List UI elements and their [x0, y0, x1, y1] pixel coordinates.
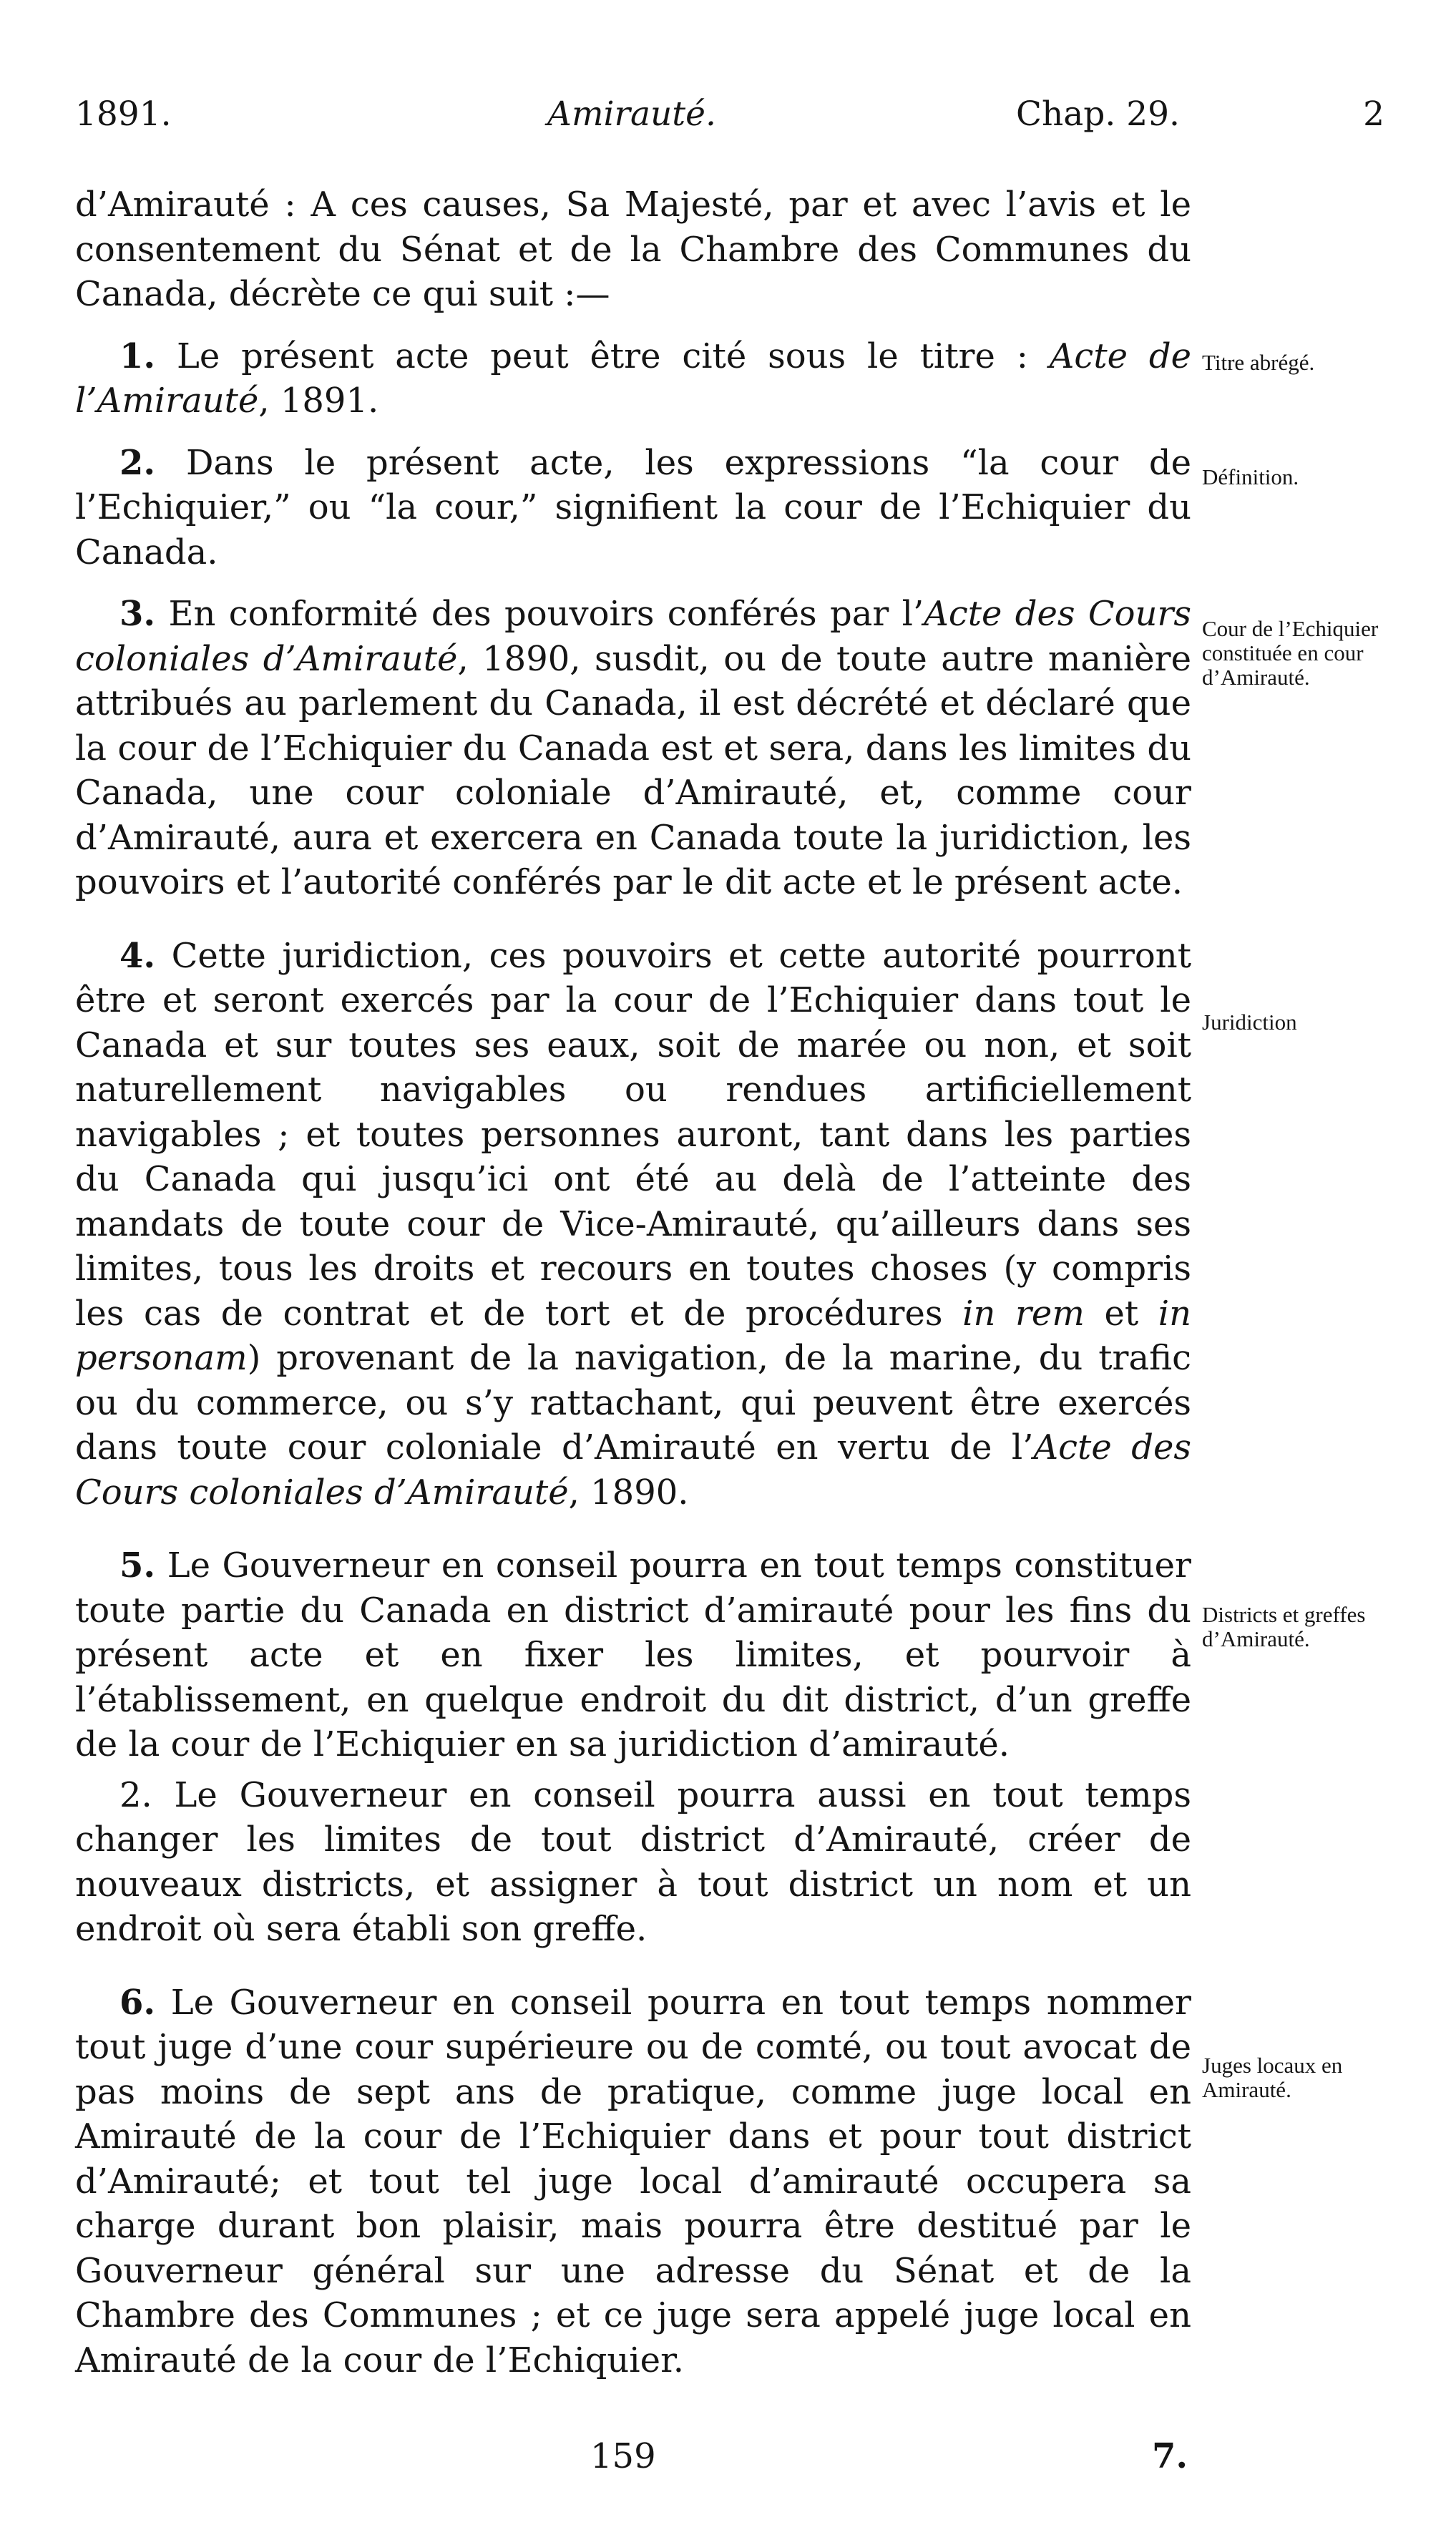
section-number: 4. [119, 935, 156, 976]
margin-note-section-2: Définition. [1202, 464, 1299, 489]
latin-term: in rem [962, 1293, 1085, 1334]
section-number: 6. [119, 1982, 156, 2023]
section-number: 5. [119, 1545, 156, 1586]
section-5 [75, 1543, 1191, 1767]
margin-note-section-4: Juridiction [1202, 1010, 1297, 1035]
margin-note-section-1: Titre abrégé. [1202, 350, 1315, 375]
section-text: Le présent acte peut être cité sous le titre : [176, 336, 1050, 376]
section-text: Dans le présent acte, les expressions “la cour de l’Echiquier,” ou “la cour,” signifient la cour de l’Echiquier du Canada. [75, 442, 1191, 572]
header-chapter: Chap. 29. [1016, 94, 1180, 134]
act-title: Acte des Cours coloniales d’Amirauté [75, 1427, 1191, 1513]
running-header [75, 93, 1384, 143]
section-text: Le Gouverneur en conseil pourra en tout temps nommer tout juge d’une cour supérieure ou de comté, ou tout avocat de pas moins de sept ans de pratique, comme juge local en Amirauté de la cour de l’Echiquier dans et pour tout district d’Amirauté; et tout tel juge local d’amirauté occupera sa charge durant bon plaisir, mais pourra être destitué par le Gouverneur général sur une adresse du Sénat et de la Chambre des Communes ; et ce juge sera appelé juge local en Amirauté de la cour de l’Echiquier. [75, 1982, 1191, 2380]
section-text: Cette juridiction, ces pouvoirs et cette autorité pourront être et seront exercés par la cour de l’Echiquier dans tout le Canada et sur toutes ses eaux, soit de marée ou non, et soit naturellement navigables ou rendues artificiellement navigables ; et toutes personnes auront, tant dans les parties du Canada qui jusqu’ici ont été au delà de l’atteinte des mandats de toute cour de Vice-Amirauté, qu’ailleurs dans ses limites, tous les droits et recours en toutes choses (y compris les cas de contrat et de tort et de procédures [75, 935, 1191, 1334]
section-6 [75, 1980, 1191, 2383]
section-number: 1. [119, 336, 156, 376]
section-text: En conformité des pouvoirs conférés par l’ [168, 594, 924, 634]
section-3 [75, 592, 1191, 905]
main-text [75, 182, 1191, 2400]
section-1 [75, 334, 1191, 424]
header-year: 1891. [75, 94, 172, 134]
catchword: 7. [1152, 2436, 1188, 2476]
section-text: , 1891. [258, 381, 379, 421]
header-page-mark: 2 [1363, 94, 1384, 134]
section-text: et [1084, 1293, 1158, 1334]
section-text: ) provenant de la navigation, de la marine, du trafic ou du commerce, ou s’y rattachant, qui peuvent être exercés dans toute cour coloniale d’Amirauté en vertu de l’ [75, 1338, 1191, 1467]
section-5-subsection-2: 2. Le Gouverneur en conseil pourra aussi en tout temps changer les limites de tout district d’Amirauté, créer de nouveaux districts, et assigner à tout district un nom et un endroit où sera établi son greffe. [75, 1774, 1191, 1949]
page-number: 159 [590, 2436, 656, 2476]
header-title: Amirauté. [547, 94, 716, 134]
section-text: , 1890, susdit, ou de toute autre manière attribués au parlement du Canada, il est décrété et déclaré que la cour de l’Echiquier du Canada est et sera, dans les limites du Canada, une cour coloniale d’Amirauté, et, comme cour d’Amirauté, aura et exercera en Canada toute la juridiction, les pouvoirs et l’autorité conférés par le dit acte et le présent acte. [75, 638, 1192, 902]
section-text: Le Gouverneur en conseil pourra en tout temps constituer toute partie du Canada en district d’amirauté pour les fins du présent acte et en fixer les limites, et pourvoir à l’établissement, en quelque endroit du dit district, d’un greffe de la cour de l’Echiquier en sa juridiction d’amirauté. [75, 1545, 1191, 1764]
section-4 [75, 934, 1191, 1515]
latin-term: in personam [75, 1293, 1192, 1378]
margin-note-section-6: Juges locaux en Amirauté. [1202, 2053, 1343, 2102]
act-title: Acte de l’Amirauté [75, 336, 1191, 421]
margin-note-section-3: Cour de l’Echiquier constituée en cour d’Amirauté. [1202, 616, 1379, 690]
preamble: d’Amirauté : A ces causes, Sa Majesté, par et avec l’avis et le consentement du Sénat et de la Chambre des Communes du Canada, décrète ce qui suit :— [75, 185, 1191, 314]
section-2 [75, 441, 1191, 575]
margin-note-section-5: Districts et greffes d’Amirauté. [1202, 1602, 1366, 1651]
section-number: 3. [119, 594, 156, 634]
section-text: , 1890. [568, 1472, 689, 1513]
section-number: 2. [119, 442, 156, 483]
act-title: Acte des Cours coloniales d’Amirauté [75, 594, 1191, 679]
